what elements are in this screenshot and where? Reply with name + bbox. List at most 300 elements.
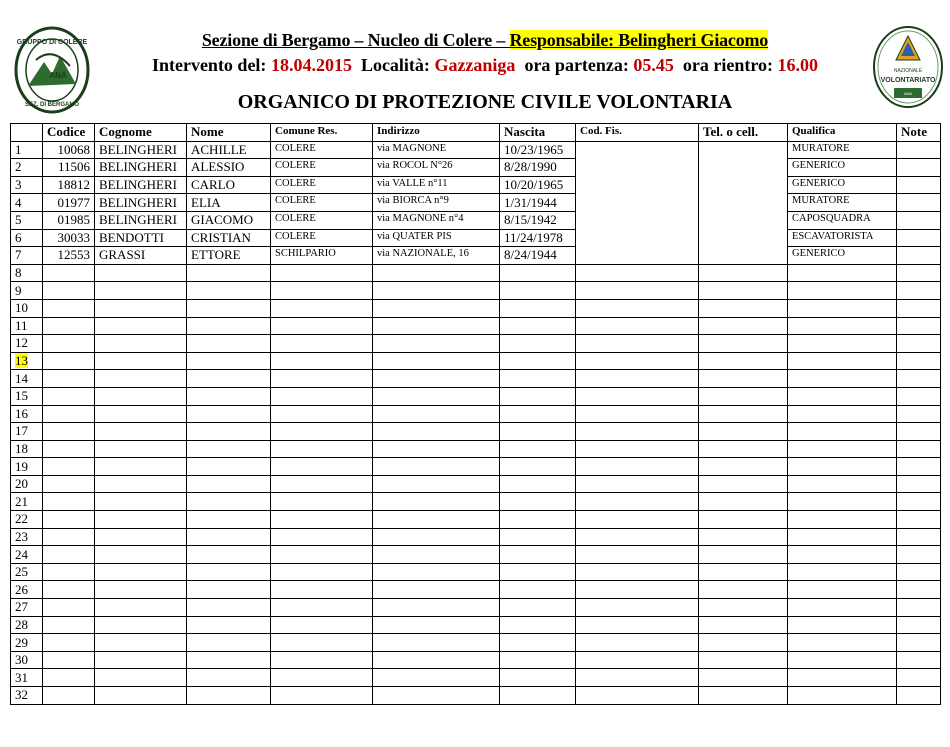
table-row-empty: [11, 387, 941, 405]
row-number: [11, 546, 43, 564]
row-number: [11, 440, 43, 458]
responsabile-text: Responsabile: Belingheri Giacomo: [509, 30, 769, 50]
empty-cell: [95, 687, 187, 705]
row-number: [11, 616, 43, 634]
empty-cell: [95, 511, 187, 529]
row-number: 5: [11, 211, 43, 229]
empty-cell: [95, 634, 187, 652]
empty-cell: [43, 423, 95, 441]
empty-cell: [500, 335, 576, 353]
empty-cell: [187, 493, 271, 511]
rientro-label: ora rientro:: [673, 55, 778, 75]
note-cell: [897, 176, 941, 194]
empty-cell: [373, 370, 500, 388]
empty-cell: [897, 264, 941, 282]
svg-text:VOLONTARIATO: VOLONTARIATO: [880, 77, 936, 84]
empty-cell: [43, 634, 95, 652]
empty-cell: [373, 546, 500, 564]
empty-cell: [699, 423, 788, 441]
row-number: [11, 634, 43, 652]
empty-cell: [373, 528, 500, 546]
empty-cell: [95, 599, 187, 617]
empty-cell: [788, 352, 897, 370]
empty-cell: [897, 458, 941, 476]
col-header-codfis: Cod. Fis.: [576, 124, 699, 142]
empty-cell: [271, 581, 373, 599]
nascita-cell: 8/15/1942: [500, 211, 576, 229]
empty-cell: [373, 299, 500, 317]
empty-cell: [271, 405, 373, 423]
empty-cell: [576, 599, 699, 617]
empty-cell: [271, 282, 373, 300]
row-number: [11, 493, 43, 511]
empty-cell: [500, 651, 576, 669]
note-cell: [897, 229, 941, 247]
empty-cell: [897, 423, 941, 441]
empty-cell: [271, 493, 373, 511]
empty-cell: [187, 458, 271, 476]
empty-cell: [576, 616, 699, 634]
document-title: ORGANICO DI PROTEZIONE CIVILE VOLONTARIA: [237, 91, 733, 113]
empty-cell: [373, 634, 500, 652]
table-row-empty: [11, 405, 941, 423]
row-number: [11, 475, 43, 493]
empty-cell: [897, 669, 941, 687]
empty-cell: [95, 352, 187, 370]
row-number-text: 30: [15, 652, 28, 668]
empty-cell: [373, 405, 500, 423]
table-row: [11, 194, 941, 212]
empty-cell: [187, 335, 271, 353]
empty-cell: [95, 563, 187, 581]
empty-cell: [897, 405, 941, 423]
empty-cell: [373, 687, 500, 705]
empty-cell: [576, 387, 699, 405]
empty-cell: [500, 669, 576, 687]
row-number-text: 19: [15, 458, 28, 474]
table-row-empty: [11, 581, 941, 599]
empty-cell: [187, 299, 271, 317]
empty-cell: [271, 387, 373, 405]
row-number-text: 31: [15, 669, 28, 685]
empty-cell: [271, 616, 373, 634]
empty-cell: [576, 423, 699, 441]
empty-cell: [500, 264, 576, 282]
empty-cell: [788, 317, 897, 335]
empty-cell: [271, 546, 373, 564]
empty-cell: [897, 528, 941, 546]
row-number-text: 17: [15, 423, 28, 439]
empty-cell: [271, 440, 373, 458]
nome-cell: CRISTIAN: [187, 229, 271, 247]
empty-cell: [43, 317, 95, 335]
empty-cell: [43, 282, 95, 300]
row-number-text: 24: [15, 546, 28, 562]
empty-cell: [43, 440, 95, 458]
row-number-text: 23: [15, 528, 28, 544]
empty-cell: [271, 511, 373, 529]
empty-cell: [271, 599, 373, 617]
empty-cell: [500, 616, 576, 634]
empty-cell: [500, 528, 576, 546]
empty-cell: [500, 563, 576, 581]
empty-cell: [500, 440, 576, 458]
table-row-empty: [11, 528, 941, 546]
nascita-cell: 10/20/1965: [500, 176, 576, 194]
empty-cell: [699, 687, 788, 705]
qualifica-cell: ESCAVATORISTA: [788, 229, 897, 247]
col-header-nome: Nome: [187, 124, 271, 142]
empty-cell: [788, 458, 897, 476]
empty-cell: [95, 581, 187, 599]
empty-cell: [699, 440, 788, 458]
row-number-text: 28: [15, 616, 28, 632]
svg-text:NAZIONALE: NAZIONALE: [893, 68, 923, 74]
row-number: [11, 423, 43, 441]
empty-cell: [788, 581, 897, 599]
cognome-cell: BELINGHERI: [95, 211, 187, 229]
row-number-text: 12: [15, 335, 28, 351]
empty-cell: [271, 423, 373, 441]
table-row-empty: [11, 546, 941, 564]
table-row-empty: [11, 352, 941, 370]
empty-cell: [500, 370, 576, 388]
empty-cell: [95, 405, 187, 423]
empty-cell: [788, 440, 897, 458]
empty-cell: [897, 475, 941, 493]
empty-cell: [897, 440, 941, 458]
comune-cell: COLERE: [271, 159, 373, 177]
codice-cell: 01977: [43, 194, 95, 212]
empty-cell: [788, 599, 897, 617]
col-header-codice: Codice: [43, 124, 95, 142]
table-row-empty: [11, 299, 941, 317]
empty-cell: [187, 264, 271, 282]
table-row-empty: [11, 687, 941, 705]
empty-cell: [271, 687, 373, 705]
empty-cell: [788, 423, 897, 441]
table-row: [11, 211, 941, 229]
empty-cell: [576, 581, 699, 599]
table-row-empty: [11, 511, 941, 529]
empty-cell: [187, 599, 271, 617]
row-number-text: 11: [15, 317, 28, 333]
empty-cell: [897, 352, 941, 370]
empty-cell: [500, 387, 576, 405]
empty-cell: [43, 669, 95, 687]
empty-cell: [897, 651, 941, 669]
empty-cell: [43, 687, 95, 705]
empty-cell: [95, 528, 187, 546]
empty-cell: [187, 581, 271, 599]
empty-cell: [271, 317, 373, 335]
empty-cell: [699, 546, 788, 564]
localita-label: Località:: [351, 55, 435, 75]
table-row: [11, 141, 941, 159]
row-number-text: 9: [15, 282, 22, 298]
empty-cell: [95, 458, 187, 476]
empty-cell: [576, 299, 699, 317]
empty-cell: [788, 669, 897, 687]
empty-cell: [576, 651, 699, 669]
qualifica-cell: GENERICO: [788, 159, 897, 177]
table-row-empty: [11, 423, 941, 441]
empty-cell: [788, 475, 897, 493]
empty-cell: [500, 299, 576, 317]
codfis-cell: [576, 141, 699, 264]
empty-cell: [271, 299, 373, 317]
row-number: [11, 370, 43, 388]
empty-cell: [699, 493, 788, 511]
row-number: [11, 563, 43, 581]
localita-value: Gazzaniga: [434, 55, 516, 75]
empty-cell: [95, 370, 187, 388]
empty-cell: [699, 317, 788, 335]
row-number-text: 16: [15, 405, 28, 421]
empty-cell: [43, 511, 95, 529]
row-number: [11, 581, 43, 599]
row-number: [11, 511, 43, 529]
nascita-cell: 11/24/1978: [500, 229, 576, 247]
empty-cell: [500, 282, 576, 300]
nascita-cell: 1/31/1944: [500, 194, 576, 212]
empty-cell: [373, 669, 500, 687]
empty-cell: [271, 651, 373, 669]
empty-cell: [576, 352, 699, 370]
empty-cell: [373, 423, 500, 441]
empty-cell: [897, 387, 941, 405]
empty-cell: [43, 335, 95, 353]
empty-cell: [373, 563, 500, 581]
empty-cell: [95, 335, 187, 353]
empty-cell: [187, 282, 271, 300]
gruppo-colere-logo: [14, 26, 90, 114]
empty-cell: [43, 616, 95, 634]
empty-cell: [271, 669, 373, 687]
table-row-empty: [11, 440, 941, 458]
empty-cell: [699, 475, 788, 493]
qualifica-cell: GENERICO: [788, 247, 897, 265]
empty-cell: [500, 546, 576, 564]
empty-cell: [576, 563, 699, 581]
empty-cell: [373, 651, 500, 669]
empty-cell: [699, 563, 788, 581]
empty-cell: [576, 264, 699, 282]
empty-cell: [187, 651, 271, 669]
empty-cell: [95, 282, 187, 300]
col-header-tel: Tel. o cell.: [699, 124, 788, 142]
row-number: [11, 669, 43, 687]
row-number-text: 29: [15, 634, 28, 650]
empty-cell: [576, 669, 699, 687]
table-row-empty: [11, 563, 941, 581]
empty-cell: [788, 405, 897, 423]
empty-cell: [95, 616, 187, 634]
empty-cell: [788, 335, 897, 353]
row-number: [11, 282, 43, 300]
empty-cell: [897, 317, 941, 335]
row-number: [11, 387, 43, 405]
comune-cell: COLERE: [271, 194, 373, 212]
indirizzo-cell: via ROCOL N°26: [373, 159, 500, 177]
empty-cell: [373, 581, 500, 599]
empty-cell: [187, 475, 271, 493]
empty-cell: [897, 616, 941, 634]
empty-cell: [699, 599, 788, 617]
empty-cell: [897, 581, 941, 599]
empty-cell: [500, 599, 576, 617]
indirizzo-cell: via QUATER PIS: [373, 229, 500, 247]
empty-cell: [788, 493, 897, 511]
note-cell: [897, 247, 941, 265]
empty-cell: [576, 440, 699, 458]
empty-cell: [788, 370, 897, 388]
empty-cell: [95, 546, 187, 564]
empty-cell: [373, 264, 500, 282]
empty-cell: [373, 475, 500, 493]
empty-cell: [43, 581, 95, 599]
note-cell: [897, 194, 941, 212]
note-cell: [897, 141, 941, 159]
row-number: [11, 405, 43, 423]
empty-cell: [43, 651, 95, 669]
row-number: 1: [11, 141, 43, 159]
cognome-cell: BENDOTTI: [95, 229, 187, 247]
empty-cell: [43, 387, 95, 405]
rientro-value: 16.00: [777, 55, 819, 75]
table-row-empty: [11, 370, 941, 388]
empty-cell: [187, 370, 271, 388]
empty-cell: [373, 616, 500, 634]
table-row-empty: [11, 335, 941, 353]
note-cell: [897, 159, 941, 177]
row-number-text: 18: [15, 440, 28, 456]
nome-cell: ALESSIO: [187, 159, 271, 177]
empty-cell: [95, 387, 187, 405]
empty-cell: [187, 669, 271, 687]
empty-cell: [373, 317, 500, 335]
empty-cell: [788, 634, 897, 652]
row-number: [11, 317, 43, 335]
empty-cell: [43, 493, 95, 511]
empty-cell: [897, 493, 941, 511]
empty-cell: [373, 493, 500, 511]
empty-cell: [271, 370, 373, 388]
empty-cell: [699, 387, 788, 405]
empty-cell: [187, 563, 271, 581]
nascita-cell: 8/24/1944: [500, 247, 576, 265]
row-number: [11, 687, 43, 705]
table-row-empty: [11, 634, 941, 652]
empty-cell: [788, 651, 897, 669]
row-number-text: 26: [15, 581, 28, 597]
empty-cell: [897, 687, 941, 705]
empty-cell: [95, 264, 187, 282]
empty-cell: [373, 458, 500, 476]
note-cell: [897, 211, 941, 229]
header-line-intervento: [110, 55, 860, 76]
row-number-text: 10: [15, 300, 28, 316]
nome-cell: GIACOMO: [187, 211, 271, 229]
empty-cell: [699, 352, 788, 370]
intervento-date: 18.04.2015: [270, 55, 352, 75]
comune-cell: COLERE: [271, 229, 373, 247]
empty-cell: [95, 317, 187, 335]
svg-text:ANA: ANA: [903, 91, 913, 96]
qualifica-cell: MURATORE: [788, 194, 897, 212]
empty-cell: [576, 493, 699, 511]
nascita-cell: 8/28/1990: [500, 159, 576, 177]
empty-cell: [43, 299, 95, 317]
row-number: [11, 599, 43, 617]
row-number-text: 25: [15, 564, 28, 580]
empty-cell: [699, 634, 788, 652]
row-number-text: 22: [15, 511, 28, 527]
empty-cell: [373, 387, 500, 405]
table-row-empty: [11, 264, 941, 282]
empty-cell: [699, 335, 788, 353]
comune-cell: SCHILPARIO: [271, 247, 373, 265]
empty-cell: [788, 387, 897, 405]
empty-cell: [187, 511, 271, 529]
empty-cell: [788, 528, 897, 546]
empty-cell: [271, 634, 373, 652]
empty-cell: [897, 546, 941, 564]
table-row-empty: [11, 458, 941, 476]
col-header-qualifica: Qualifica: [788, 124, 897, 142]
empty-cell: [897, 511, 941, 529]
table-row: [11, 176, 941, 194]
empty-cell: [788, 687, 897, 705]
empty-cell: [788, 563, 897, 581]
nome-cell: ACHILLE: [187, 141, 271, 159]
comune-cell: COLERE: [271, 176, 373, 194]
empty-cell: [43, 475, 95, 493]
empty-cell: [897, 370, 941, 388]
empty-cell: [699, 299, 788, 317]
empty-cell: [43, 563, 95, 581]
protezione-civile-logo: [872, 24, 944, 110]
cognome-cell: BELINGHERI: [95, 141, 187, 159]
empty-cell: [576, 475, 699, 493]
empty-cell: [699, 616, 788, 634]
table-row: [11, 159, 941, 177]
table-row-empty: [11, 475, 941, 493]
nome-cell: CARLO: [187, 176, 271, 194]
col-header-comune: Comune Res.: [271, 124, 373, 142]
qualifica-cell: GENERICO: [788, 176, 897, 194]
empty-cell: [271, 335, 373, 353]
nome-cell: ETTORE: [187, 247, 271, 265]
empty-cell: [373, 440, 500, 458]
row-number-text: 20: [15, 476, 28, 492]
empty-cell: [500, 687, 576, 705]
empty-cell: [500, 405, 576, 423]
empty-cell: [788, 282, 897, 300]
empty-cell: [271, 458, 373, 476]
row-number: 7: [11, 247, 43, 265]
empty-cell: [187, 352, 271, 370]
empty-cell: [699, 669, 788, 687]
empty-cell: [500, 581, 576, 599]
row-number: 3: [11, 176, 43, 194]
empty-cell: [699, 405, 788, 423]
empty-cell: [187, 546, 271, 564]
empty-cell: [576, 458, 699, 476]
empty-cell: [95, 440, 187, 458]
empty-cell: [699, 370, 788, 388]
organico-table: [10, 123, 941, 705]
